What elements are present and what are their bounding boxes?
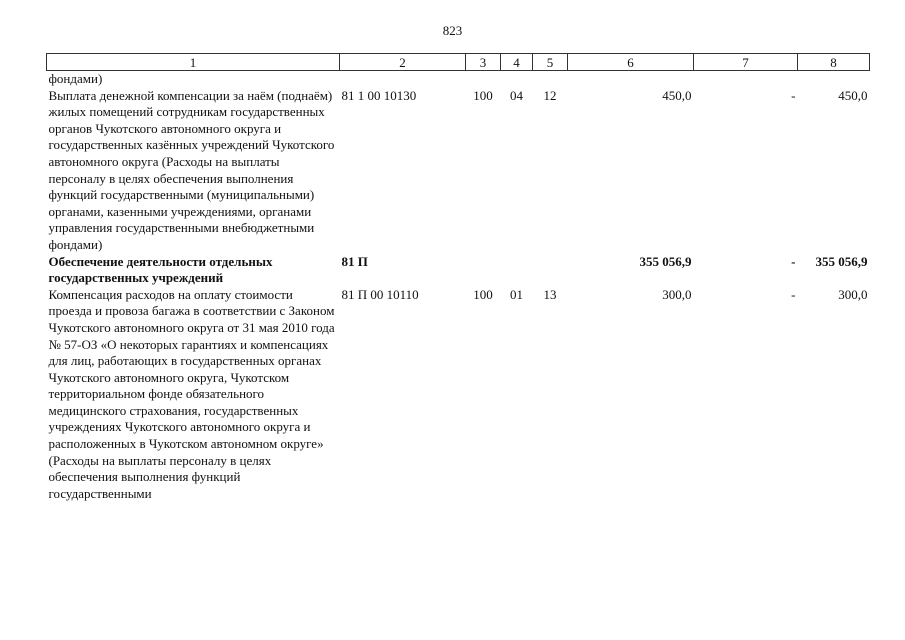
row-description: Компенсация расходов на оплату стоимости проезда и провоза багажа в соответствии с Законом Чукотского автономного округа от 31 мая 2010 года № 57-ОЗ «О некоторых гарантиях и компенсациях для лиц, работающих в государственных органах Чукотского автономного округа, Чукотском территориальном фонде обязательного медицинского страхования, государственных учреждениях Чукотского автономного округа и расположенных в Чукотском автономном округе» (Расходы на выплаты персоналу в целях обеспечения выполнения функций государственными: [48, 286, 335, 501]
row-code: [340, 71, 466, 88]
table-row: [47, 88, 870, 254]
row-col-5: 12: [543, 87, 557, 103]
table-body: [47, 71, 870, 503]
row-code: 81 П 00 10110: [341, 286, 419, 302]
row-col-6: 450,0: [662, 87, 692, 103]
row-col-5: [533, 254, 568, 287]
header-cell-2: 2: [340, 54, 466, 71]
row-col-3: 100: [473, 286, 493, 302]
header-cell-8: 8: [798, 54, 870, 71]
row-col-7: -: [791, 87, 796, 103]
row-col-6: 355 056,9: [639, 253, 692, 269]
row-col-8: 300,0: [838, 286, 868, 302]
header-cell-1: 1: [47, 54, 340, 71]
header-row: [47, 54, 870, 71]
row-description: Обеспечение деятельности отдельных государственных учреждений: [48, 253, 273, 286]
header-cell-6: 6: [568, 54, 694, 71]
row-col-5: 13: [543, 286, 557, 302]
row-col-4: [501, 254, 533, 287]
row-description: Выплата денежной компенсации за наём (поднаём) жилых помещений сотрудникам государственных органов Чукотского автономного округа и государственных казённых учреждений Чукотского автономного округа (Расходы на выплаты персоналу в целях обеспечения выполнения функций государственными (муниципальными) органами, казенными учреждениями, органами управления государственными внебюджетными фондами): [48, 87, 335, 252]
table-row: [47, 71, 870, 88]
header-cell-7: 7: [694, 54, 798, 71]
row-col-3: 100: [473, 87, 493, 103]
row-col-6: 300,0: [662, 286, 692, 302]
row-col-4: 01: [510, 286, 523, 302]
table-row: [47, 254, 870, 287]
row-col-8: 450,0: [838, 87, 868, 103]
row-col-7: [694, 71, 798, 88]
row-col-7: -: [791, 286, 796, 302]
budget-table: [46, 53, 870, 502]
row-col-7: -: [791, 253, 796, 269]
header-cell-4: 4: [501, 54, 533, 71]
row-col-6: [568, 71, 694, 88]
header-cell-5: 5: [533, 54, 568, 71]
page-number: 823: [442, 23, 463, 38]
row-col-3: [466, 71, 501, 88]
row-code: 81 1 00 10130: [341, 87, 417, 103]
table-row: [47, 287, 870, 503]
row-code: 81 П: [341, 253, 368, 269]
row-col-5: [533, 71, 568, 88]
row-col-4: 04: [510, 87, 523, 103]
row-col-8: 355 056,9: [815, 253, 868, 269]
header-cell-3: 3: [466, 54, 501, 71]
row-description: фондами): [48, 71, 103, 86]
row-col-8: [798, 71, 870, 88]
row-col-4: [501, 71, 533, 88]
row-col-3: [466, 254, 501, 287]
